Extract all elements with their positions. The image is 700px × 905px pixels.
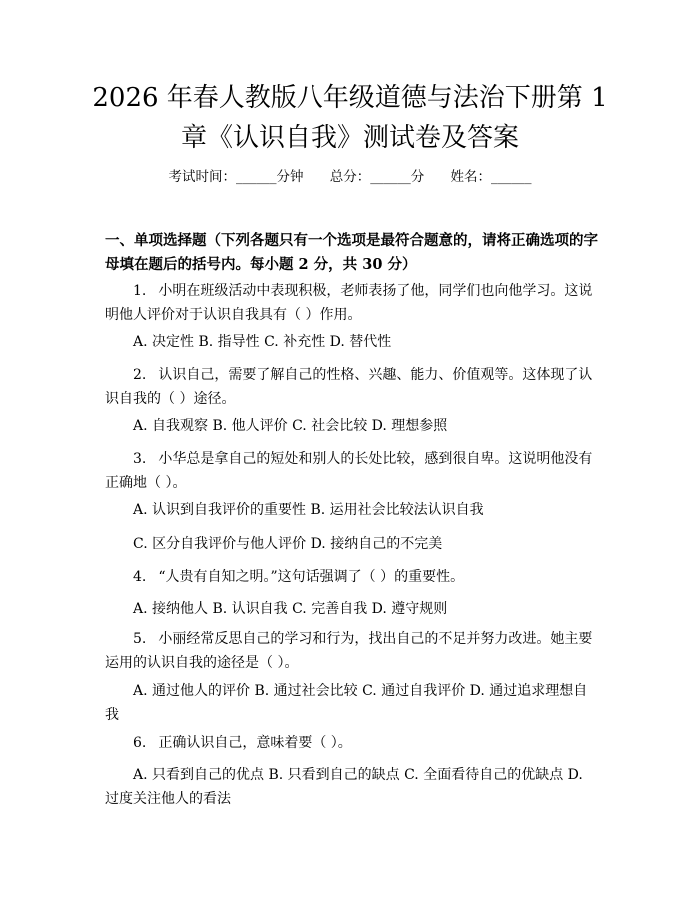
question-2 (105, 363, 600, 411)
question-number: 6. (133, 735, 147, 751)
question-number: 4. (133, 569, 147, 585)
question-4-options: A. 接纳他人 B. 认识自我 C. 完善自我 D. 遵守规则 (133, 601, 448, 617)
student-name: 姓名：______ (450, 169, 532, 185)
exam-score: 总分：______分 (329, 169, 425, 185)
question-text: 认识自己，需要了解自己的性格、兴趣、能力、价值观等。这体现了认识自我的（ ）途径。 (105, 367, 593, 407)
question-text: 小华总是拿自己的短处和别人的长处比较，感到很自卑。这说明他没有正确地（ ）。 (105, 451, 593, 491)
question-5-options: A. 通过他人的评价 B. 通过社会比较 C. 通过自我评价 D. 通过追求理想自我 (105, 683, 588, 723)
question-text: “人贵有自知之明。”这句话强调了（ ）的重要性。 (158, 569, 465, 585)
question-text: 小明在班级活动中表现积极，老师表扬了他，同学们也向他学习。这说明他人评价对于认识自我具有（ ）作用。 (105, 283, 593, 323)
question-number: 1. (133, 283, 147, 299)
title-line-2: 章《认识自我》测试卷及答案 (180, 123, 519, 153)
question-2-options: A. 自我观察 B. 他人评价 C. 社会比较 D. 理想参照 (133, 418, 448, 434)
question-number: 2. (133, 367, 147, 383)
question-6-options: A. 只看到自己的优点 B. 只看到自己的缺点 C. 全面看待自己的优缺点 D. 过度关注他人的看法 (105, 767, 583, 807)
question-5 (105, 627, 600, 675)
question-3 (105, 447, 600, 495)
question-number: 5. (133, 631, 147, 647)
exam-time: 考试时间：______分钟 (168, 169, 304, 185)
question-text: 小丽经常反思自己的学习和行为，找出自己的不足并努力改进。她主要运用的认识自我的途径是（ ）。 (105, 631, 593, 671)
exam-meta (0, 167, 700, 187)
document-title (0, 78, 700, 158)
question-1-options: A. 决定性 B. 指导性 C. 补充性 D. 替代性 (133, 334, 392, 350)
question-4 (105, 565, 600, 589)
question-3-options-line-1: A. 认识到自我评价的重要性 B. 运用社会比较法认识自我 (133, 502, 484, 518)
question-text: 正确认识自己，意味着要（ ）。 (158, 735, 352, 751)
question-1 (105, 279, 600, 327)
question-6 (105, 731, 600, 755)
question-3-options-line-2: C. 区分自我评价与他人评价 D. 接纳自己的不完美 (133, 536, 443, 552)
section-heading: 一、单项选择题（下列各题只有一个选项是最符合题意的，请将正确选项的字母填在题后的括号内。每小题 2 分，共 30 分） (105, 232, 598, 273)
title-line-1: 2026 年春人教版八年级道德与法治下册第 1 (92, 83, 608, 113)
question-number: 3. (133, 451, 147, 467)
